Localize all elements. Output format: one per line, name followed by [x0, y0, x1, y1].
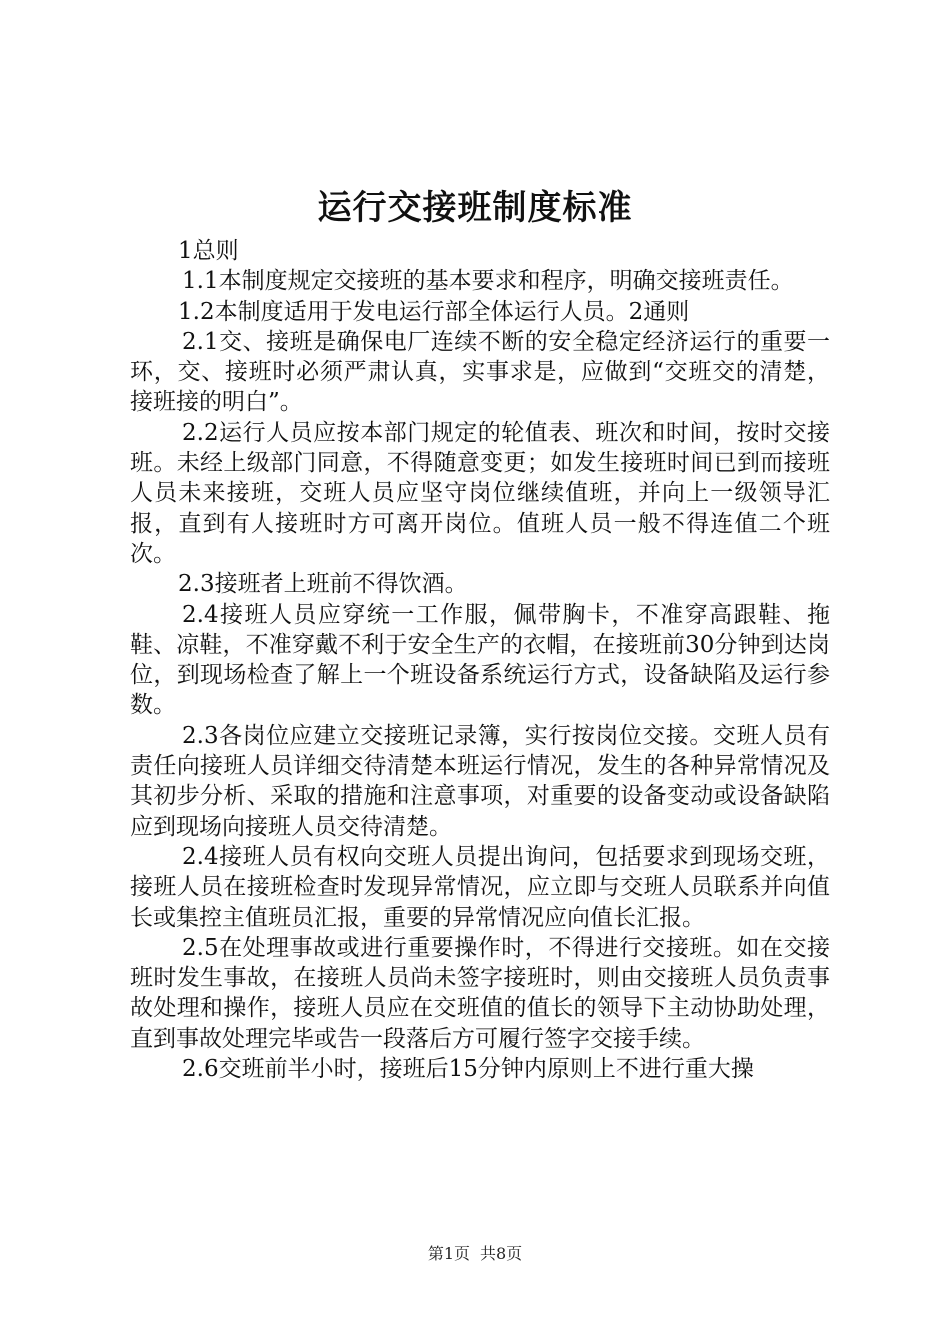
document-body — [130, 236, 830, 1084]
paragraph-1-2: 1.2本制度适用于发电运行部全体运行人员。2通则 — [178, 298, 690, 325]
page-number: 第1页 — [427, 1244, 470, 1263]
paragraph-2-4: 2.4接班人员应穿统一工作服，佩带胸卡，不准穿高跟鞋、拖鞋、凉鞋，不准穿戴不利于安全生产的衣帽，在接班前30分钟到达岗位，到现场检查了解上一个班设备系统运行方式，设备缺陷及运行参数。 — [130, 601, 830, 719]
paragraph-1-1: 1.1本制度规定交接班的基本要求和程序，明确交接班责任。 — [182, 268, 794, 295]
paragraph-2-3: 2.3接班者上班前不得饮酒。 — [178, 571, 468, 598]
paragraph-2-5: 2.5在处理事故或进行重要操作时，不得进行交接班。如在交接班时发生事故，在接班人员尚未签字接班时，则由交接班人员负责事故处理和操作，接班人员应在交班值的值长的领导下主动协助处理，直到事故处理完毕或告一段落后方可履行签字交接手续。 — [130, 934, 830, 1052]
paragraph-2-4-b: 2.4接班人员有权向交班人员提出询问，包括要求到现场交班，接班人员在接班检查时发现异常情况，应立即与交班人员联系并向值长或集控主值班员汇报，重要的异常情况应向值长汇报。 — [130, 843, 830, 931]
paragraph-2-6: 2.6交班前半小时，接班后15分钟内原则上不进行重大操 — [182, 1056, 754, 1083]
paragraph-2-3-b: 2.3各岗位应建立交接班记录簿，实行按岗位交接。交班人员有责任向接班人员详细交待清楚本班运行情况，发生的各种异常情况及其初步分析、采取的措施和注意事项，对重要的设备变动或设备缺陷应到现场向接班人员交待清楚。 — [130, 722, 830, 840]
page-footer — [0, 1242, 950, 1266]
paragraph-1: 1总则 — [178, 238, 239, 264]
paragraph-2-2: 2.2运行人员应按本部门规定的轮值表、班次和时间，按时交接班。未经上级部门同意，不得随意变更；如发生接班时间已到而接班人员未来接班，交班人员应坚守岗位继续值班，并向上一级领导汇报，直到有人接班时方可离开岗位。值班人员一般不得连值二个班次。 — [130, 419, 830, 567]
document-title: 运行交接班制度标准 — [317, 188, 633, 228]
paragraph-2-1: 2.1交、接班是确保电厂连续不断的安全稳定经济运行的重要一环，交、接班时必须严肃认真，实事求是，应做到“交班交的清楚，接班接的明白”。 — [130, 328, 830, 416]
page-total: 共8页 — [480, 1244, 523, 1263]
